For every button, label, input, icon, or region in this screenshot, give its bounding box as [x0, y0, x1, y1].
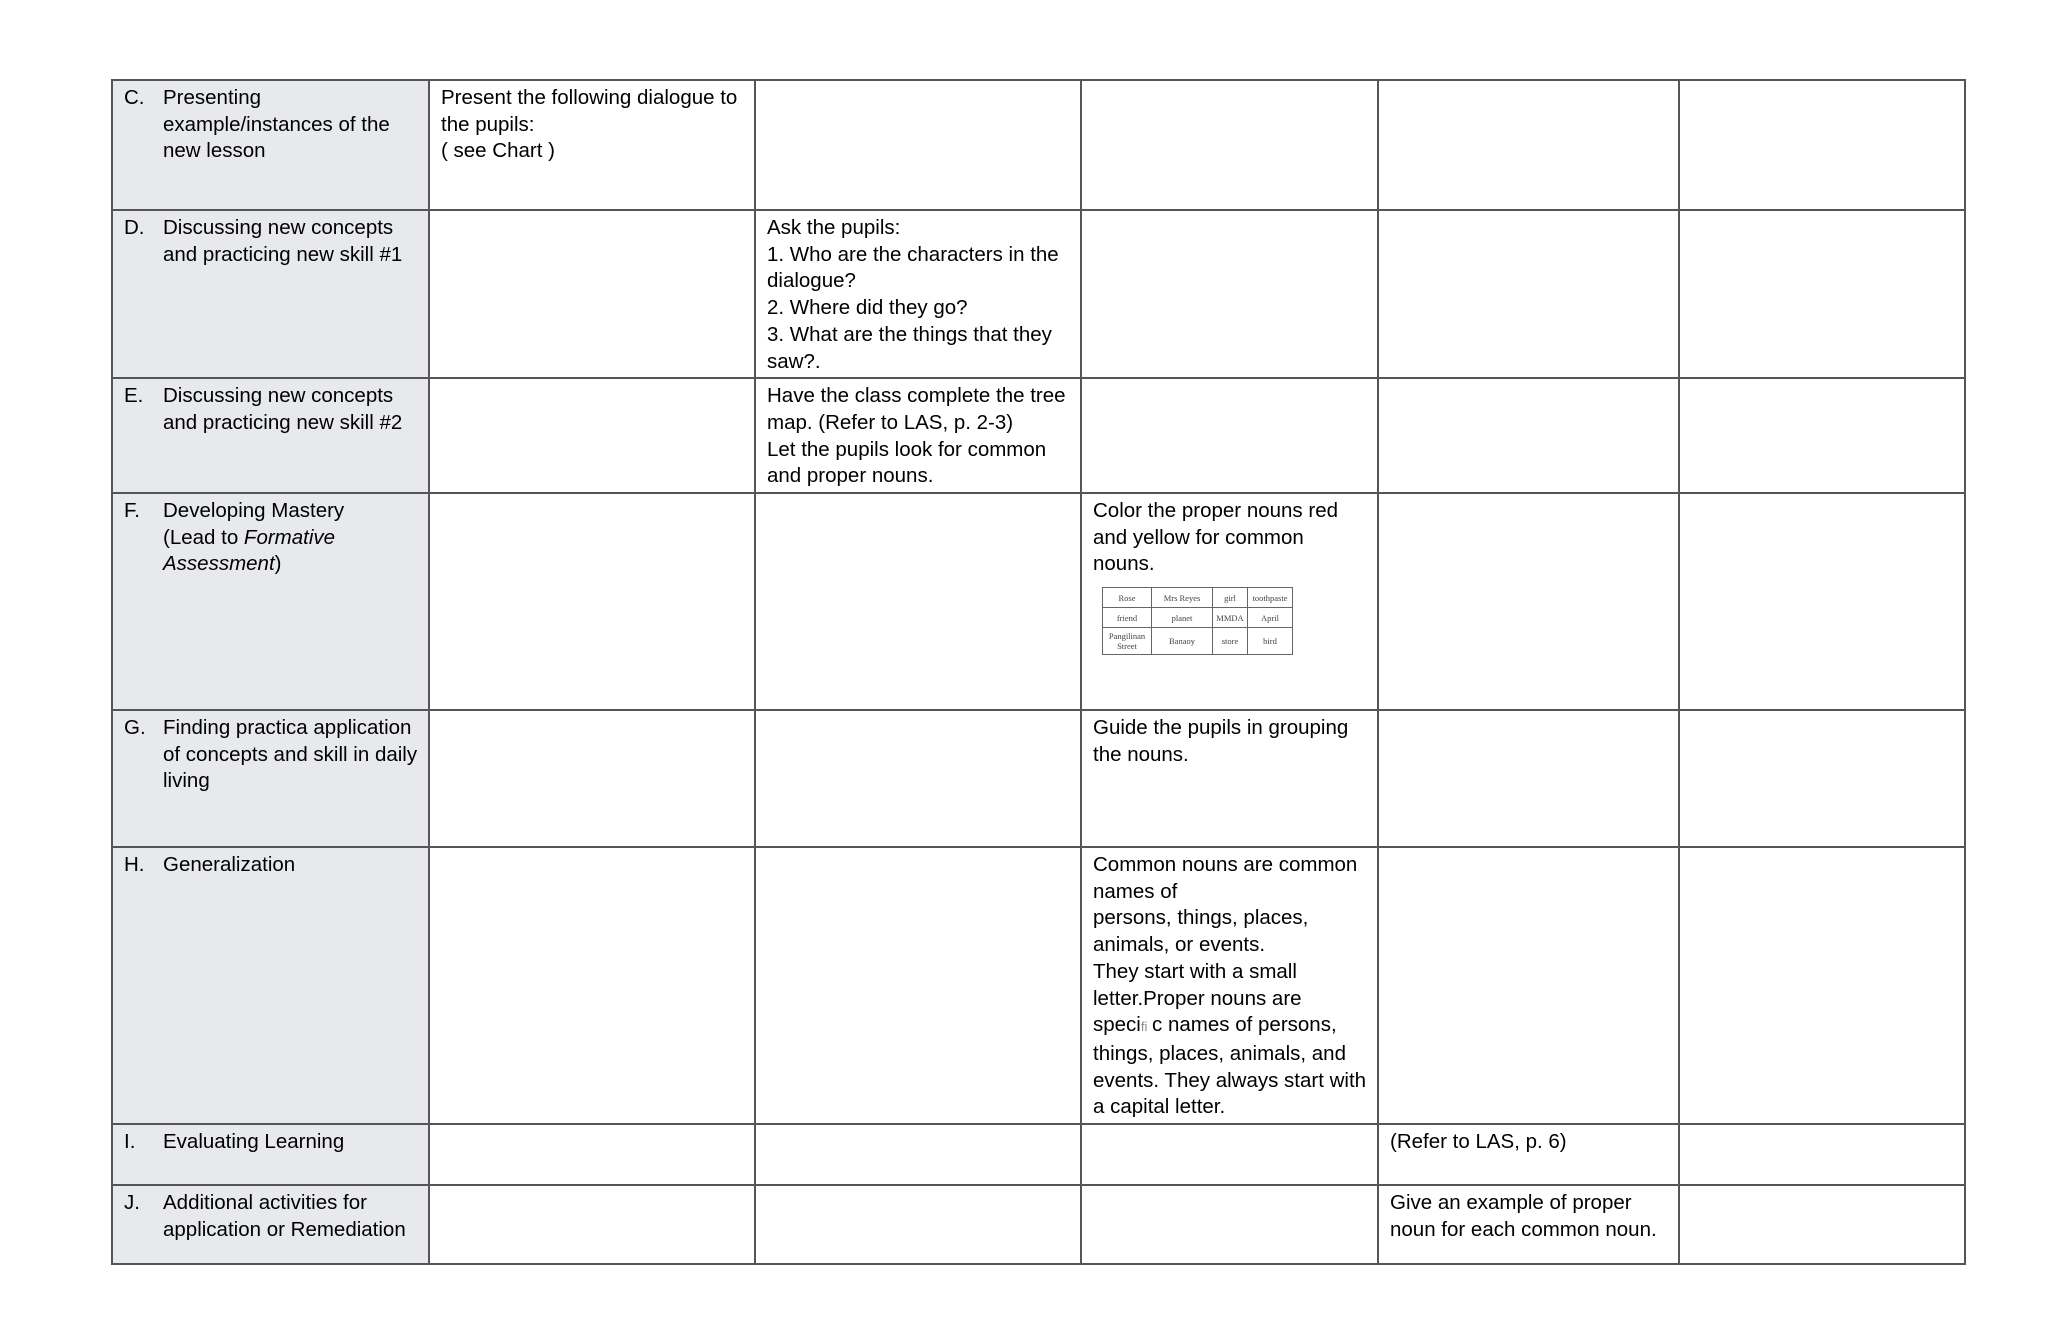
cell-text: Guide the pupils in grouping the nouns.	[1093, 716, 1349, 766]
cell-day5	[1679, 710, 1965, 847]
cell-text: Common nouns are common names of	[1093, 853, 1358, 903]
cell-day2	[755, 80, 1081, 210]
noun-grid-row	[1103, 608, 1293, 628]
noun-grid-row	[1103, 628, 1293, 655]
cell-text: Have the class complete the tree map. (Refer to LAS, p. 2-3)	[767, 384, 1066, 434]
row-f	[112, 493, 1965, 710]
row-letter: I.	[124, 1130, 136, 1154]
row-label-cell	[112, 493, 429, 710]
cell-day3	[1081, 710, 1378, 847]
row-label: Discussing new concepts and practicing new skill #2	[163, 384, 403, 434]
row-label	[163, 498, 418, 578]
row-label-cell	[112, 847, 429, 1124]
row-d	[112, 210, 1965, 378]
cell-day4	[1378, 493, 1679, 710]
cell-day5	[1679, 378, 1965, 493]
cell-text: They start with a small letter.Proper nouns are	[1093, 959, 1302, 1010]
row-label-cell	[112, 1185, 429, 1264]
row-i	[112, 1124, 1965, 1185]
noun-cell: toothpaste	[1248, 588, 1293, 608]
cell-day5	[1679, 1185, 1965, 1264]
row-label: Generalization	[163, 853, 296, 877]
cell-day4	[1378, 210, 1679, 378]
noun-cell: Mrs Reyes	[1152, 588, 1213, 608]
cell-day1	[429, 493, 755, 710]
cell-day4	[1378, 847, 1679, 1124]
cell-day3	[1081, 847, 1378, 1124]
row-letter: G.	[124, 716, 146, 740]
noun-cell: friend	[1103, 608, 1152, 628]
row-label-italic: Formative Assessment	[163, 525, 336, 576]
cell-day4	[1378, 80, 1679, 210]
row-label-cell	[112, 210, 429, 378]
row-label: Additional activities for application or Remediation	[163, 1191, 406, 1241]
row-label-cell	[112, 1124, 429, 1185]
cell-day5	[1679, 847, 1965, 1124]
row-letter: H.	[124, 853, 145, 877]
cell-day2	[755, 210, 1081, 378]
cell-day3	[1081, 1185, 1378, 1264]
cell-text: Color the proper nouns red and yellow for common nouns.	[1093, 499, 1339, 576]
row-c	[112, 80, 1965, 210]
noun-cell: store	[1213, 628, 1248, 655]
noun-grid-image	[1102, 587, 1293, 655]
row-letter: J.	[124, 1191, 140, 1215]
noun-cell: planet	[1152, 608, 1213, 628]
cell-day1	[429, 1185, 755, 1264]
broken-ligature-glyph: ﬁ	[1140, 1019, 1147, 1035]
row-label-cell	[112, 710, 429, 847]
cell-day2	[755, 1185, 1081, 1264]
cell-day2	[755, 710, 1081, 847]
cell-text: c names of persons, things, places, animals, and events. They always start with a capital letter.	[1093, 1013, 1367, 1119]
noun-cell: April	[1248, 608, 1293, 628]
row-label-cell	[112, 378, 429, 493]
cell-day4	[1378, 710, 1679, 847]
cell-day1	[429, 210, 755, 378]
cell-text: Let the pupils look for common and proper nouns.	[767, 437, 1047, 488]
daily-lesson-log-table	[111, 79, 1966, 1265]
cell-text: (Refer to LAS, p. 6)	[1390, 1130, 1567, 1154]
cell-day5	[1679, 493, 1965, 710]
cell-text: Give an example of proper noun for each common noun.	[1390, 1191, 1657, 1241]
row-label-paren-close: )	[274, 552, 282, 576]
cell-day2	[755, 1124, 1081, 1185]
cell-day3	[1081, 80, 1378, 210]
cell-day3	[1081, 378, 1378, 493]
cell-text: 1. Who are the characters in the dialogue?	[767, 242, 1059, 293]
row-letter: D.	[124, 216, 145, 239]
cell-day3	[1081, 1124, 1378, 1185]
cell-day5	[1679, 80, 1965, 210]
cell-day4	[1378, 378, 1679, 493]
cell-text: 2. Where did they go?	[767, 296, 968, 320]
cell-day2	[755, 378, 1081, 493]
row-letter: C.	[124, 86, 145, 109]
cell-day1	[429, 80, 755, 210]
cell-day3	[1081, 210, 1378, 378]
row-label-paren-open: (Lead to	[163, 525, 244, 549]
cell-day1	[429, 1124, 755, 1185]
row-label-cell	[112, 80, 429, 210]
row-j	[112, 1185, 1965, 1264]
cell-day3	[1081, 493, 1378, 710]
row-label-main: Developing Mastery	[163, 499, 345, 523]
noun-cell: Rose	[1103, 588, 1152, 608]
cell-text: Present the following dialogue to the pupils:	[441, 86, 738, 136]
cell-day5	[1679, 210, 1965, 378]
row-letter: F.	[124, 499, 140, 523]
cell-day5	[1679, 1124, 1965, 1185]
row-label: Presenting example/instances of the new lesson	[163, 86, 390, 163]
cell-day4	[1378, 1124, 1679, 1185]
noun-cell: MMDA	[1213, 608, 1248, 628]
noun-grid-row	[1103, 588, 1293, 608]
cell-text: ( see Chart )	[441, 139, 555, 163]
cell-day1	[429, 378, 755, 493]
cell-day2	[755, 493, 1081, 710]
row-g	[112, 710, 1965, 847]
row-label: Discussing new concepts and practicing new skill #1	[163, 216, 403, 266]
row-letter: E.	[124, 384, 144, 408]
cell-day4	[1378, 1185, 1679, 1264]
cell-text: persons, things, places, animals, or events.	[1093, 906, 1309, 957]
cell-day1	[429, 710, 755, 847]
noun-cell: Banaoy	[1152, 628, 1213, 655]
cell-day1	[429, 847, 755, 1124]
row-label: Evaluating Learning	[163, 1130, 345, 1154]
cell-text: 3. What are the things that they saw?.	[767, 322, 1052, 373]
noun-cell: bird	[1248, 628, 1293, 655]
row-label: Finding practica application of concepts and skill in daily living	[163, 716, 418, 793]
row-e	[112, 378, 1965, 493]
noun-cell: girl	[1213, 588, 1248, 608]
row-h	[112, 847, 1965, 1124]
cell-text: Ask the pupils:	[767, 216, 901, 239]
cell-day2	[755, 847, 1081, 1124]
noun-cell: Pangilinan Street	[1103, 628, 1152, 655]
cell-text: speci	[1093, 1013, 1141, 1037]
